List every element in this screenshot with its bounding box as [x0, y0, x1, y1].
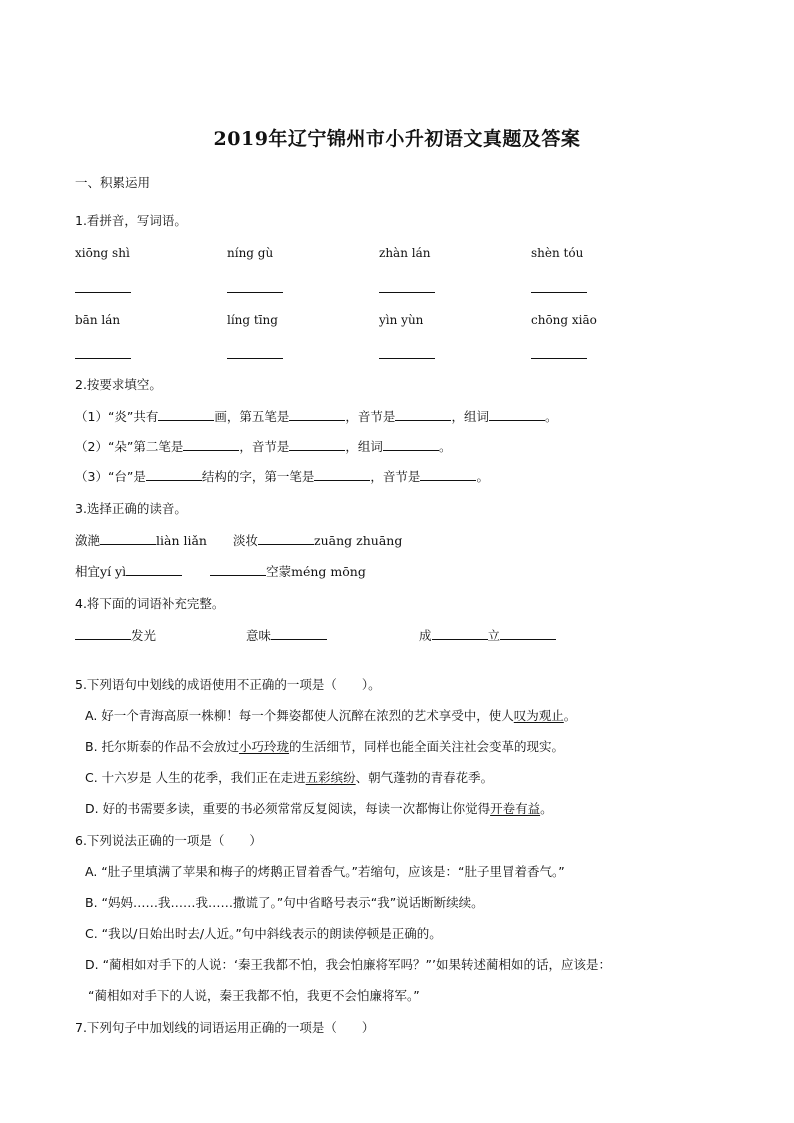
q2-line-3	[75, 468, 489, 486]
text: （3）“台”是	[75, 469, 146, 484]
q5-option-b[interactable]	[85, 738, 564, 756]
option-text: C. 十六岁是 人生的花季，我们正在走进	[85, 770, 306, 785]
option-text: B. 托尔斯泰的作品不会放过	[85, 739, 240, 754]
underlined-idiom: 叹为观止	[513, 708, 564, 723]
q6-option-d-continued: “蔺相如对手下的人说，秦王我都不怕，我更不会怕廉将军。”	[88, 988, 420, 1003]
pinyin-choice: zuāng zhuāng	[314, 533, 403, 548]
pinyin-item: bān lán	[75, 313, 121, 327]
option-text: A. 好一个青海高原一株柳！每一个舞姿都使人沉醉在浓烈的艺术享受中，使人	[85, 708, 514, 723]
q5-option-d[interactable]	[85, 800, 553, 818]
answer-blank[interactable]	[183, 438, 239, 451]
q4-item-3	[419, 627, 556, 645]
answer-blank[interactable]	[432, 627, 488, 640]
q5-stem: 5.下列语句中划线的成语使用不正确的一项是（ ）。	[75, 677, 381, 692]
answer-blank[interactable]	[289, 438, 345, 451]
word: 立	[487, 628, 501, 643]
text: 。	[438, 439, 452, 454]
underlined-idiom: 开卷有益	[490, 801, 541, 816]
answer-blank[interactable]	[379, 358, 435, 359]
pinyin-item: níng gù	[227, 246, 274, 260]
answer-blank[interactable]	[314, 468, 370, 481]
answer-blank[interactable]	[75, 292, 131, 293]
q4-item-2	[246, 627, 327, 645]
q5-option-c[interactable]	[85, 769, 493, 787]
pinyin-item: chōng xiāo	[531, 313, 597, 327]
pinyin-choice: liàn liǎn	[156, 533, 207, 548]
q7-stem: 7.下列句子中加划线的词语运用正确的一项是（ ）	[75, 1020, 375, 1035]
answer-blank[interactable]	[100, 532, 156, 545]
answer-blank[interactable]	[531, 358, 587, 359]
q3-line-1	[75, 532, 402, 550]
word: 发光	[131, 628, 157, 643]
answer-blank[interactable]	[379, 292, 435, 293]
option-text: D. 好的书需要多读，重要的书必须常常反复阅读，每读一次都悔让你觉得	[85, 801, 491, 816]
text: 。	[476, 469, 489, 484]
q6-option-d[interactable]: D. “蔺相如对手下的人说：‘秦王我都不怕，我会怕廉将军吗？”’如果转述蔺相如的话，应该是：	[85, 957, 611, 972]
option-text: 、朝气蓬勃的青春花季。	[355, 770, 494, 785]
answer-blank[interactable]	[258, 532, 314, 545]
answer-blank[interactable]	[395, 408, 451, 421]
q6-option-c[interactable]: C. “我以/日始出时去/人近。”句中斜线表示的朗读停顿是正确的。	[85, 926, 442, 941]
answer-blank[interactable]	[383, 438, 439, 451]
text: ，组词	[451, 409, 489, 424]
answer-blank[interactable]	[210, 563, 266, 576]
pinyin-item: zhàn lán	[379, 246, 431, 260]
text: ，组词	[345, 439, 383, 454]
text: ，音节是	[239, 439, 290, 454]
text: 画，第五笔是	[214, 409, 290, 424]
q2-line-2	[75, 438, 451, 456]
answer-blank[interactable]	[271, 627, 327, 640]
answer-blank[interactable]	[75, 627, 131, 640]
underlined-idiom: 五彩缤纷	[305, 770, 356, 785]
pinyin-item: xiōng shì	[75, 246, 130, 260]
answer-blank[interactable]	[289, 408, 345, 421]
q4-stem: 4.将下面的词语补充完整。	[75, 596, 225, 611]
word: 成	[419, 628, 432, 643]
q2-stem: 2.按要求填空。	[75, 377, 162, 392]
q6-option-a[interactable]: A. “肚子里填满了苹果和梅子的烤鹅正冒着香气。”若缩句，应该是：“肚子里冒着香气。”	[85, 864, 565, 879]
answer-blank[interactable]	[420, 468, 476, 481]
q3-line-2	[75, 563, 366, 581]
answer-blank[interactable]	[75, 358, 131, 359]
q6-option-b[interactable]: B. “妈妈……我……我……撒谎了。”句中省略号表示“我”说话断断续续。	[85, 895, 484, 910]
section-heading: 一、积累运用	[75, 175, 151, 190]
pinyin-item: yìn yùn	[379, 313, 424, 327]
word: 空蒙	[266, 564, 292, 579]
q1-stem: 1.看拼音，写词语。	[75, 213, 187, 228]
answer-blank[interactable]	[489, 408, 545, 421]
answer-blank[interactable]	[146, 468, 202, 481]
answer-blank[interactable]	[227, 358, 283, 359]
q4-item-1	[75, 627, 156, 645]
answer-blank[interactable]	[500, 627, 556, 640]
q5-option-a[interactable]	[85, 707, 576, 725]
pinyin-choice: yí yì	[100, 564, 127, 579]
option-text: 的生活细节，同样也能全面关注社会变革的现实。	[289, 739, 565, 754]
text: 结构的字，第一笔是	[201, 469, 315, 484]
pinyin-item: líng tīng	[227, 313, 278, 327]
text: 。	[544, 409, 558, 424]
word: 淡妆	[233, 533, 259, 548]
answer-blank[interactable]	[531, 292, 587, 293]
text: （1）“炎”共有	[75, 409, 159, 424]
word: 意味	[246, 628, 272, 643]
q6-stem: 6.下列说法正确的一项是（ ）	[75, 833, 262, 848]
text: ，音节是	[370, 469, 421, 484]
option-text: 。	[563, 708, 577, 723]
answer-blank[interactable]	[227, 292, 283, 293]
q3-stem: 3.选择正确的读音。	[75, 501, 187, 516]
page-title: 2019年辽宁锦州市小升初语文真题及答案	[213, 128, 581, 150]
q2-line-1	[75, 408, 557, 426]
text: ，音节是	[345, 409, 396, 424]
word: 相宜	[75, 564, 101, 579]
answer-blank[interactable]	[158, 408, 214, 421]
underlined-idiom: 小巧玲珑	[239, 739, 290, 754]
answer-blank[interactable]	[126, 563, 182, 576]
pinyin-choice: méng mōng	[291, 564, 366, 579]
option-text: 。	[540, 801, 553, 816]
word: 潋滟	[75, 533, 101, 548]
pinyin-item: shèn tóu	[531, 246, 584, 260]
text: （2）“朵”第二笔是	[75, 439, 184, 454]
